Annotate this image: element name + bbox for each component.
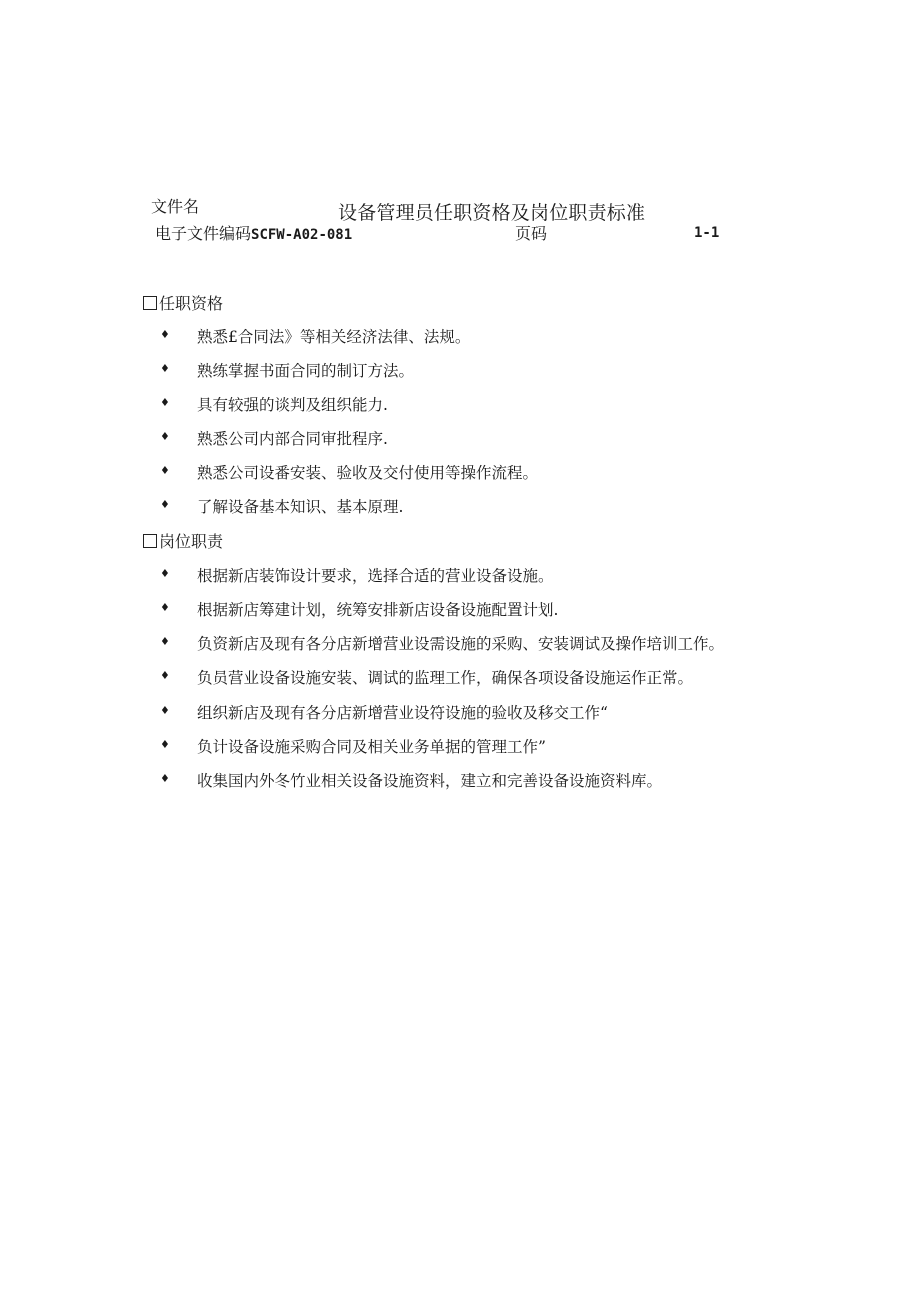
code-label: [155, 221, 352, 244]
list-item: [160, 735, 546, 759]
list-item-text: 熟悉公司设番安装、验收及交付使用等操作流程。: [197, 464, 539, 482]
list-item: [160, 325, 471, 349]
list-item-text: 收集国内外冬竹业相关设备设施资料，建立和完善设备设施资料库。: [197, 772, 663, 790]
diamond-bullet-icon: ♦: [160, 396, 170, 409]
code-label-text: 电子文件编码: [155, 224, 252, 243]
list-item-text: 熟练掌握书面合同的制订方法。: [197, 362, 415, 380]
section-heading-qualifications: [143, 291, 223, 314]
list-item: [160, 564, 554, 588]
list-item-text: 负计设备设施采购合同及相关业务单据的管理工作”: [197, 738, 546, 756]
page-label: 页码: [515, 224, 548, 243]
list-item: [160, 393, 388, 417]
list-item-text: 了解设备基本知识、基本原理.: [197, 498, 404, 516]
section-heading-text: 任职资格: [159, 294, 224, 313]
list-item: [160, 427, 388, 451]
code-value: SCFW-A02-081: [251, 227, 353, 243]
diamond-bullet-icon: ♦: [160, 567, 170, 580]
diamond-bullet-icon: ♦: [160, 601, 170, 614]
section-heading-text: 岗位职责: [159, 532, 224, 551]
checkbox-square-icon: [143, 296, 157, 310]
list-item-text: 负资新店及现有各分店新增营业设需设施的采购、安装调试及操作培训工作。: [197, 635, 725, 653]
diamond-bullet-icon: ♦: [160, 738, 170, 751]
list-item: [160, 666, 694, 690]
diamond-bullet-icon: ♦: [160, 669, 170, 682]
diamond-bullet-icon: ♦: [160, 464, 170, 477]
diamond-bullet-icon: ♦: [160, 704, 170, 717]
list-item-text: 熟悉公司内部合同审批程序.: [197, 430, 388, 448]
diamond-bullet-icon: ♦: [160, 328, 170, 341]
document-title: 设备管理员任职资格及岗位职责标准: [338, 202, 646, 224]
list-item-text: 组织新店及现有各分店新增营业设符设施的验收及移交工作“: [197, 704, 608, 722]
list-item-text: 具有较强的谈判及组织能力.: [197, 396, 388, 414]
page-value: 1-1: [694, 225, 720, 241]
list-item-text: 负员营业设备设施安装、调试的监理工作，确保各项设备设施运作正常。: [197, 669, 694, 687]
list-item: [160, 359, 415, 383]
diamond-bullet-icon: ♦: [160, 430, 170, 443]
diamond-bullet-icon: ♦: [160, 362, 170, 375]
list-item: [160, 461, 539, 485]
list-item: [160, 701, 608, 725]
list-item-text: 根据新店筹建计划，统筹安排新店设备设施配置计划.: [197, 601, 559, 619]
diamond-bullet-icon: ♦: [160, 772, 170, 785]
checkbox-square-icon: [143, 534, 157, 548]
list-item: [160, 598, 559, 622]
list-item: [160, 769, 663, 793]
list-item-text: 熟悉£合同法》等相关经济法律、法规。: [197, 328, 471, 346]
list-item-text: 根据新店装饰设计要求，选择合适的营业设备设施。: [197, 567, 554, 585]
diamond-bullet-icon: ♦: [160, 635, 170, 648]
list-item: [160, 495, 404, 519]
file-name-label: 文件名: [151, 197, 200, 216]
diamond-bullet-icon: ♦: [160, 498, 170, 511]
list-item: [160, 632, 725, 656]
section-heading-responsibilities: [143, 529, 223, 552]
